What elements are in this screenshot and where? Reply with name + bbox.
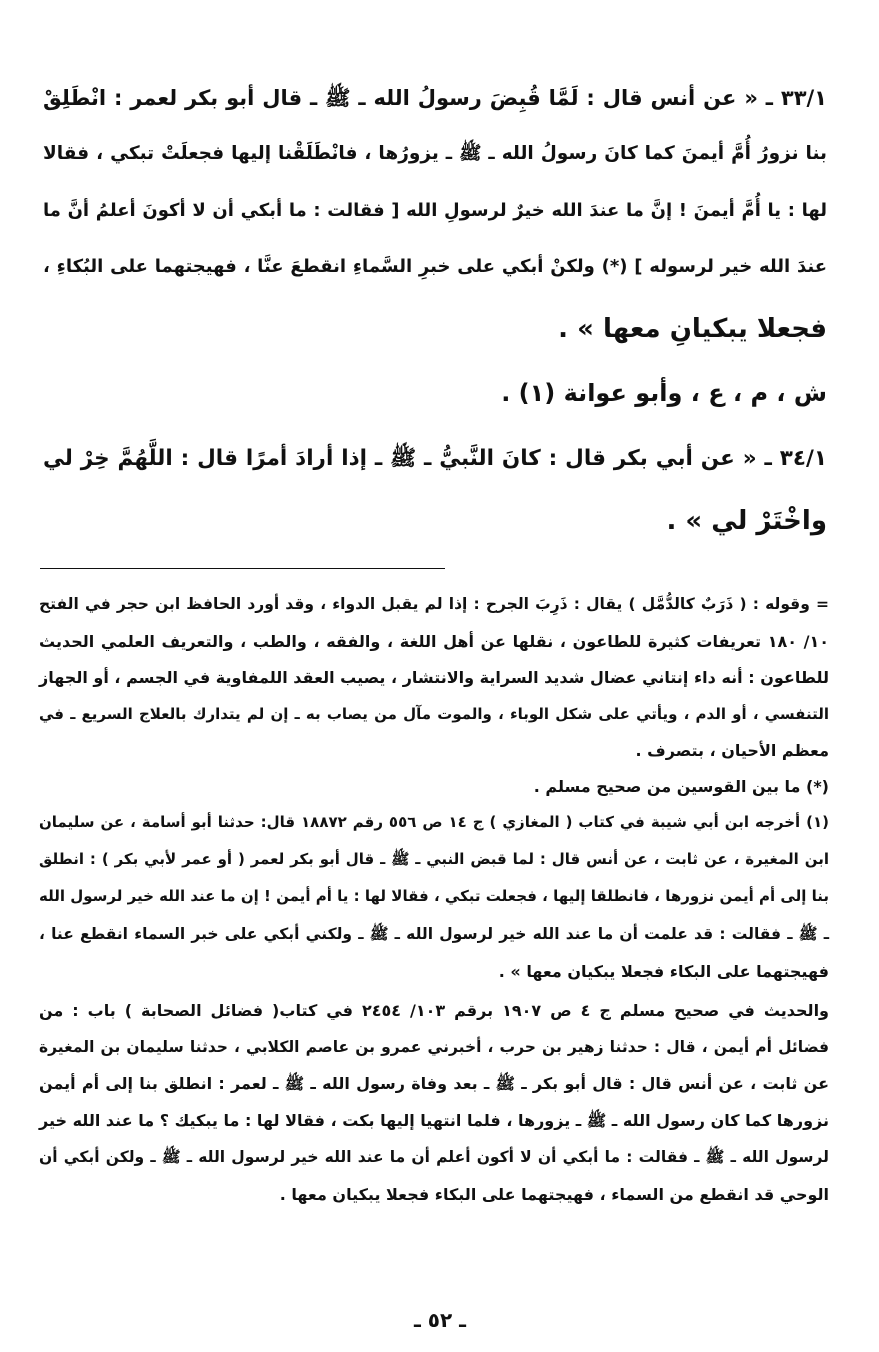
hadith-33-sources: ش ، م ، ع ، وأبو عوانة (١) .	[501, 379, 827, 407]
hadith-33-line-4: عندَ الله خير لرسوله ] (*) ولكنْ أبكي على خبرِ السَّماءِ انقطعَ عنَّا ، فهيجتهما على البُكاءِ ،	[43, 256, 827, 277]
footnote-line: = وقوله : ( ذَرَبٌ كالدُّمَّل ) يقال : ذَرِبَ الجرح : إذا لم يقبل الدواء ، وقد أورد الحافظ ابن حجر في الفتح	[39, 595, 829, 613]
footnote-1-line: والحديث في صحيح مسلم ج ٤ ص ١٩٠٧ برقم ١٠٣/ ٢٤٥٤ في كتاب( فضائل الصحابة ) باب : من	[39, 1001, 829, 1020]
hadith-34-line-2: واخْتَرْ لي » .	[666, 506, 827, 536]
footnote-1-line: عن ثابت ، عن أنس قال : قال أبو بكر ـ ﷺ ـ بعد وفاة رسول الله ـ ﷺ ـ لعمر : انطلق بنا إلى أم أيمن	[39, 1074, 829, 1093]
footnote-1-line: الوحي قد انقطع من السماء ، فهيجتهما على البكاء فجعلا يبكيان معها .	[279, 1185, 829, 1204]
hadith-33-line-3: لها : يا أُمَّ أيمنَ ! إنَّ ما عندَ الله خيرٌ لرسولِ الله [ فقالت : ما أبكي أن لا أكونَ أعلمُ أنَّ ما	[43, 200, 827, 221]
footnote-1-line: ابن المغيرة ، عن ثابت ، عن أنس قال : لما قبض النبي ـ ﷺ ـ قال أبو بكر لعمر ( أو عمر لأبي بكر ) : انطلق	[39, 850, 829, 868]
footnote-line: ١٠/ ١٨٠ تعريفات كثيرة للطاعون ، نقلها عن أهل اللغة ، والفقه ، والطب ، والتعريف العلمي الحديث	[39, 632, 830, 651]
hadith-34-line-1: ٣٤/١ ـ « عن أبي بكر قال : كانَ النَّبيُّ ـ ﷺ ـ إذا أرادَ أمرًا قال : اللَّهُمَّ خِرْ لي	[43, 446, 827, 471]
footnote-line: التنفسي ، أو الدم ، ويأتي على شكل الوباء ، والموت مآل من يصاب به ـ إن لم يتدارك بالعلاج السريع ـ في	[39, 705, 829, 723]
hadith-33-line-2: بنا نزورُ أُمَّ أيمنَ كما كانَ رسولُ الله ـ ﷺ ـ يزورُها ، فانْطَلَقْنا إليها فجعلَتْ تبكي ، فقالا	[43, 143, 827, 164]
footnote-divider	[40, 568, 445, 569]
page-number: ـ ٥٢ ـ	[413, 1308, 467, 1332]
footnote-line: معظم الأحيان ، بتصرف .	[635, 741, 829, 760]
hadith-33-line-5: فجعلا يبكيانِ معها » .	[558, 314, 827, 344]
footnote-1-line: (١) أخرجه ابن أبي شيبة في كتاب ( المغازي ) ج ١٤ ص ٥٥٦ رقم ١٨٨٧٢ قال: حدثنا أبو أسامة ، عن سليمان	[39, 813, 830, 831]
footnote-1-line: نزورها كما كان رسول الله ـ ﷺ ـ يزورها ، فلما انتهيا إليها بكت ، فقالا لها : ما يبكيك ؟ ما عند الله خير	[39, 1111, 829, 1130]
footnote-1-line: فضائل أم أيمن ، قال : حدثنا زهير بن حرب ، أخبرني عمرو بن عاصم الكلابي ، حدثنا سليمان بن المغيرة	[39, 1038, 829, 1056]
hadith-33-line-1: ٣٣/١ ـ « عن أنس قال : لَمَّا قُبِضَ رسولُ الله ـ ﷺ ـ قال أبو بكر لعمر : انْطَلِقْ	[43, 86, 827, 110]
footnote-1-line: بنا إلى أم أيمن نزورها ، فانطلقا إليها ، فجعلت تبكي ، فقالا لها : يا أم أيمن ! إن ما عند الله خير لرسول الله	[39, 887, 829, 905]
footnote-line: للطاعون : أنه داء إنتاني عضال شديد السراية والانتشار ، يصيب العقد اللمفاوية في الجسم ، أو الجهاز	[39, 668, 829, 687]
footnote-asterisk: (*) ما بين القوسين من صحيح مسلم .	[533, 777, 829, 796]
footnote-1-line: ـ ﷺ ـ فقالت : قد علمت أن ما عند الله خير لرسول الله ـ ﷺ ـ ولكني أبكي على خبر السماء انقطع عنا ،	[39, 925, 829, 943]
footnote-1-line: لرسول الله ـ ﷺ ـ فقالت : ما أبكي أن لا أكون أعلم أن ما عند الله خير لرسول الله ـ ﷺ ـ ولكن أبكي أن	[39, 1148, 829, 1166]
footnote-1-line: فهيجتهما على البكاء فجعلا يبكيان معها » .	[498, 962, 829, 981]
